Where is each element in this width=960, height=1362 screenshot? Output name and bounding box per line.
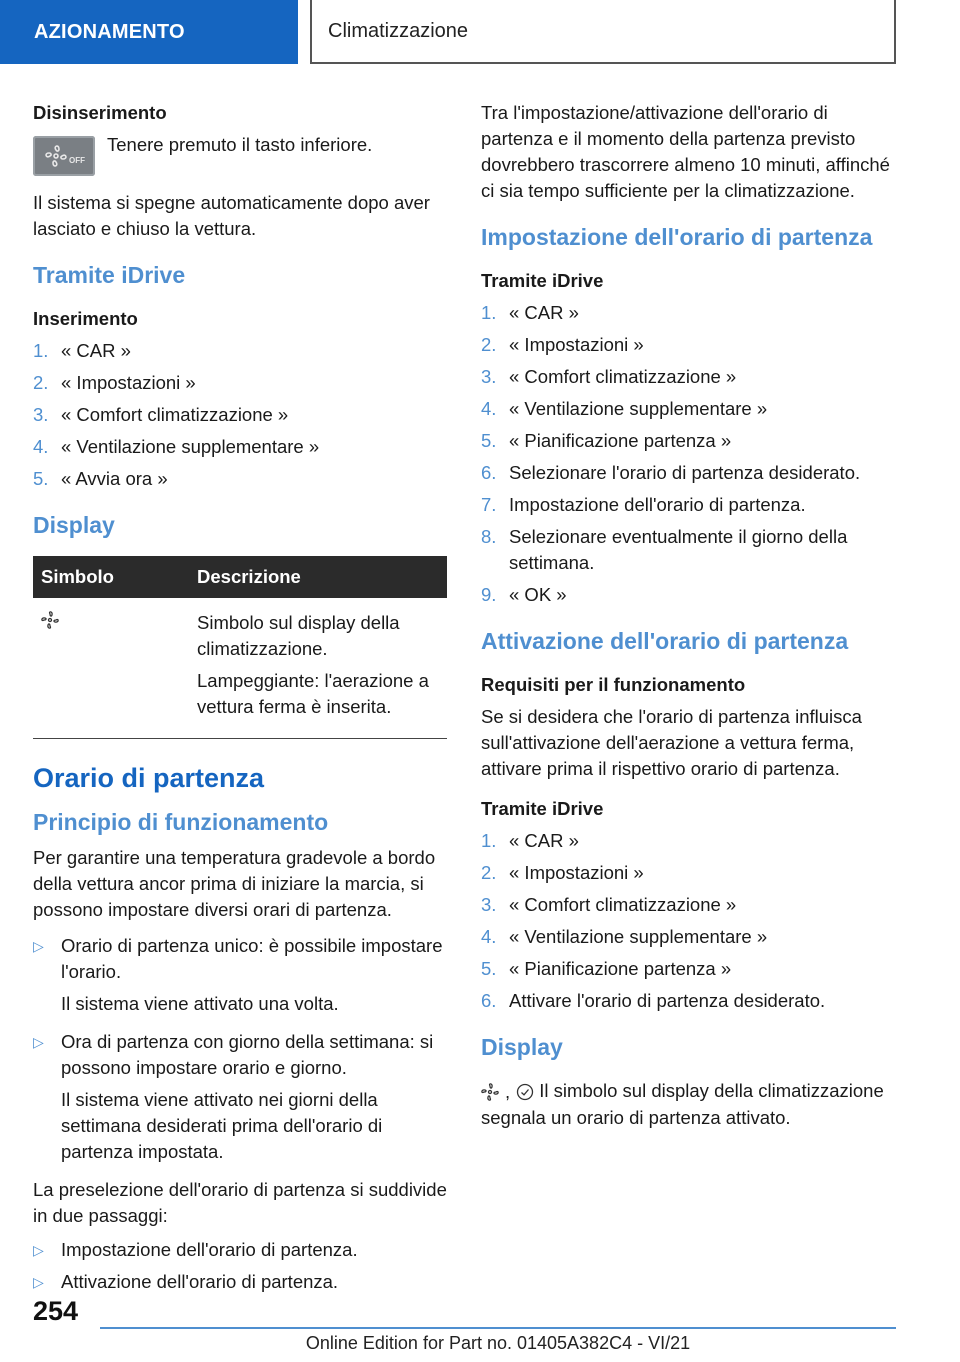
list-item: ▷ Attivazione dell'orario di partenza.: [33, 1269, 447, 1295]
idrive-title-1: Tramite iDrive: [481, 270, 604, 291]
list-item: 2. « Impostazioni »: [481, 862, 644, 883]
inserimento-steps: [33, 338, 447, 492]
impostazione-steps: [481, 300, 895, 608]
list-item: 7. Impostazione dell'orario di partenza.: [481, 494, 806, 515]
list-item: 3. « Comfort climatizzazione »: [33, 404, 289, 425]
fan-off-button-image: [33, 136, 95, 176]
idrive-title-2: Tramite iDrive: [481, 798, 604, 819]
table-cell-symbol: [33, 598, 189, 739]
preselezione-text: La preselezione dell'orario di partenza si suddivide in due passaggi:: [33, 1179, 447, 1226]
list-item: ▷ Impostazione dell'orario di partenza.: [33, 1237, 447, 1263]
list-item: 9. « OK »: [481, 584, 567, 605]
edition-text: Online Edition for Part no. 01405A382C4 - VI/21: [305, 1333, 691, 1353]
fan-icon: [41, 611, 59, 629]
list-item: 1. « CAR »: [481, 830, 579, 851]
principio-text: Per garantire una temperatura gradevole a bordo della vettura ancor prima di iniziare la marcia, si possono impostare diversi orari di partenza.: [33, 847, 436, 920]
display-icons: [481, 1079, 534, 1105]
auto-off-text: Il sistema si spegne automaticamente dopo aver lasciato e chiuso la vettura.: [33, 192, 430, 239]
list-item: 5. « Pianificazione partenza »: [481, 430, 732, 451]
requisiti-title: Requisiti per il funzionamento: [481, 674, 746, 695]
disinserimento-text: Tenere premuto il tasto inferiore.: [107, 134, 373, 155]
list-item: 4. « Ventilazione supplementare »: [481, 926, 768, 947]
clock-check-icon: [516, 1083, 534, 1101]
list-item: ▷ Orario di partenza unico: è possibile impostare l'orario. Il sistema viene attivato una volta.: [33, 933, 447, 1023]
list-item: 3. « Comfort climatizzazione »: [481, 894, 737, 915]
display-heading-right: Display: [481, 1034, 563, 1060]
list-item: 3. « Comfort climatizzazione »: [481, 366, 737, 387]
page-number: 254: [33, 1296, 79, 1326]
triangle-bullet-icon: ▷: [33, 1242, 44, 1258]
inserimento-title: Inserimento: [33, 308, 138, 329]
attivazione-steps: [481, 828, 895, 1014]
intro-text: Tra l'impostazione/attivazione dell'orario di partenza e il momento della partenza previsto dovrebbero trascorrere almeno 10 minuti, affinché ci sia tempo sufficiente per la climatizzazione.: [481, 102, 890, 201]
orario-heading: Orario di partenza: [33, 763, 265, 793]
list-item: 2. « Impostazioni »: [33, 372, 196, 393]
list-item: 1. « CAR »: [481, 302, 579, 323]
attivazione-heading: Attivazione dell'orario di partenza: [481, 628, 849, 654]
off-label: OFF: [69, 156, 85, 165]
triangle-bullet-icon: ▷: [33, 938, 44, 954]
table-header-symbol: Simbolo: [33, 556, 189, 598]
triangle-bullet-icon: ▷: [33, 1034, 44, 1050]
list-item: ▷ Ora di partenza con giorno della settimana: si possono impostare orario e giorno. Il sistema viene attivato nei giorni della settimana desiderati prima dell'orario di partenza impostata.: [33, 1029, 447, 1171]
footer-divider: [100, 1327, 896, 1329]
left-column: [33, 100, 447, 1301]
list-item: 2. « Impostazioni »: [481, 334, 644, 355]
list-item: 6. Attivare l'orario di partenza desiderato.: [481, 990, 826, 1011]
principio-heading: Principio di funzionamento: [33, 809, 329, 835]
fan-icon: [481, 1083, 499, 1101]
list-item: 4. « Ventilazione supplementare »: [33, 436, 320, 457]
off-button-row: [33, 132, 447, 176]
table-header-description: Descrizione: [189, 556, 447, 598]
section-tab: AZIONAMENTO: [0, 0, 298, 64]
triangle-bullet-icon: ▷: [33, 1274, 44, 1290]
list-item: 6. Selezionare l'orario di partenza desiderato.: [481, 462, 861, 483]
passaggi-list: [33, 1237, 447, 1295]
list-item: 5. « Avvia ora »: [33, 468, 168, 489]
topic-tab: [310, 0, 896, 64]
orario-types-list: [33, 933, 447, 1171]
disinserimento-title: Disinserimento: [33, 102, 167, 123]
requisiti-text: Se si desidera che l'orario di partenza influisca sull'attivazione dell'aerazione a vettura ferma, attivare prima il rispettivo orario di partenza.: [481, 706, 862, 779]
symbol-table: [33, 556, 447, 739]
list-item: 5. « Pianificazione partenza »: [481, 958, 732, 979]
table-cell-description: Simbolo sul display della climatizzazione. Lampeggiante: l'aerazione a vettura ferma è inserita.: [189, 598, 447, 739]
impostazione-heading: Impostazione dell'orario di partenza: [481, 224, 873, 250]
display-text-row: [481, 1078, 895, 1131]
list-item: 4. « Ventilazione supplementare »: [481, 398, 768, 419]
display-heading-left: Display: [33, 512, 115, 538]
display-text: Il simbolo sul display della climatizzazione segnala un orario di partenza attivato.: [481, 1080, 884, 1129]
list-item: 1. « CAR »: [33, 340, 131, 361]
list-item: 8. Selezionare eventualmente il giorno della settimana.: [481, 526, 848, 573]
table-row: [33, 598, 447, 739]
icon-separator: ,: [505, 1081, 511, 1103]
right-column: [481, 100, 895, 1145]
idrive-heading: Tramite iDrive: [33, 262, 186, 288]
fan-off-icon: [42, 143, 86, 169]
topic-title: Climatizzazione: [328, 20, 469, 42]
